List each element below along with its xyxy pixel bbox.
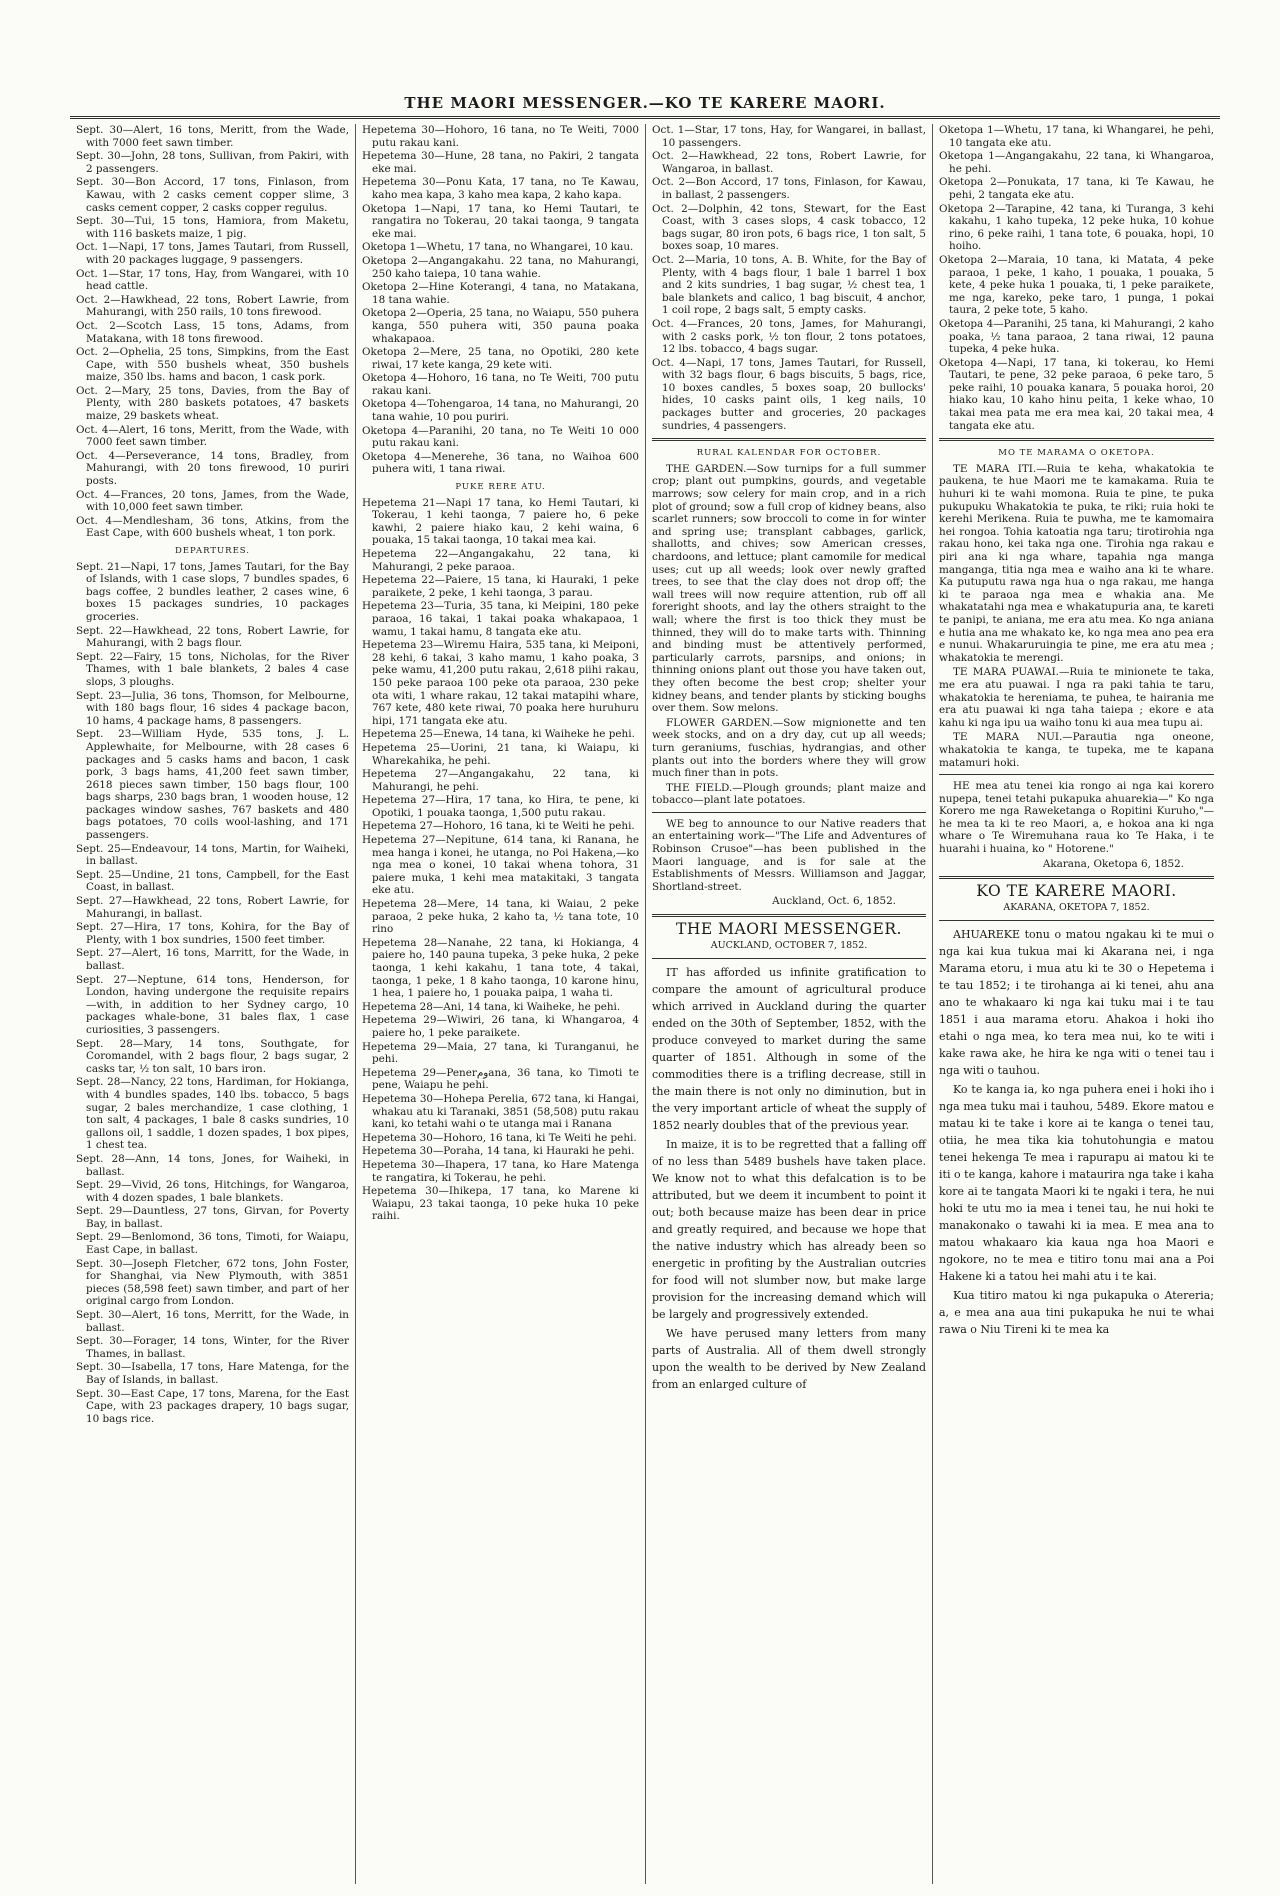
shipping-entry: Hepetema 30—Ponu Kata, 17 tana, no Te Kawau, kaho mea kapa, 3 kaho mea kapa, 2 kaho kapa. [362, 176, 639, 201]
column-english-editorial [646, 124, 933, 1884]
shipping-entry: Sept. 25—Endeavour, 14 tons, Martin, for Waiheki, in ballast. [76, 842, 349, 868]
kalendar-paragraph: THE FIELD.—Plough grounds; plant maize and tobacco—plant late potatoes. [652, 781, 926, 807]
shipping-entry: Sept. 25—Undine, 21 tons, Campbell, for the East Coast, in ballast. [76, 868, 349, 894]
article-paragraph: In maize, it is to be regretted that a falling off of no less than 5489 bushels have taken place. We know not to what this defalcation is to be attributed, but we deem it incumbent to point it out; both because maize has been dear in price and greatly required, and because we hope that the native industry which has already been so energetic in profiting by the Australian outcries for food will not slumber now, but make large provision for the increasing demand which will be largely and progressively extended. [652, 1138, 926, 1322]
notice-signature: Auckland, Oct. 6, 1852. [772, 895, 896, 908]
shipping-entry: Oct. 1—Napi, 17 tons, James Tautari, from Russell, with 20 packages luggage, 9 passengers. [76, 241, 349, 266]
shipping-entry: Hepetema 22—Angangakahu, 22 tana, ki Mahurangi, 2 peke paraoa. [362, 548, 639, 573]
shipping-entry: Oct. 2—Scotch Lass, 15 tons, Adams, from Matakana, with 18 tons firewood. [76, 319, 349, 345]
kalendar-paragraph: TE MARA PUAWAI.—Ruia te minionete te taka, me era atu puawai. I nga ra paki tahia te taru, whakatokia te hereniama, te puhea, te hairania me era atu puawai ki nga taha taiepa ; ekore e ata kahu ki nga ipu ua waiho tonu ki aua mea tupu ai. [939, 666, 1214, 729]
shipping-entry: Oct. 2—Ophelia, 25 tons, Simpkins, from the East Cape, with 550 bushels wheat, 350 bushels maize, 350 lbs. hams and bacon, 1 cask pork. [76, 346, 349, 384]
article-paragraph: AHUAREKE tonu o matou ngakau ki te mui o nga kai kua tukua mai ki Akarana nei, i nga Marama etoru, i mua atu ki te 30 o Hepetema i te tau 1852; i te tirohanga ai ki tenei, ahu ana ano te whakaaro ki nga kai tuku mai i te tau 1851 i aua marama etoru. Ahakoa i hoki iho etahi o nga mea, ko tera mea nui, ko te witi i kake rawa ake, he hira ke nga witi o tenei tau i nga witi o tauhou. [939, 928, 1214, 1078]
shipping-entry: Sept. 29—Dauntless, 27 tons, Girvan, for Poverty Bay, in ballast. [76, 1205, 349, 1230]
shipping-entry: Hepetema 30—Ihikepa, 17 tana, ko Marene ki Waiapu, 23 takai taonga, 10 peke huka 10 peke raihi. [362, 1185, 639, 1223]
shipping-entry: Hepetema 30—Poraha, 14 tana, ki Hauraki he pehi. [362, 1145, 635, 1158]
shipping-entry: Oct. 4—Frances, 20 tons, James, for Mahurangi, with 2 casks pork, ½ ton flour, 2 tons potatoes, 12 lbs. tobacco, 4 bags sugar. [652, 317, 926, 356]
shipping-entry: Oketopa 1—Whetu, 17 tana, no Whangarei, 10 kau. [362, 241, 634, 254]
shipping-entry: Oketopa 1—Napi, 17 tana, ko Hemi Tautari, te rangatira no Tokerau, 20 takai taonga, 9 tangata eke mai. [362, 202, 639, 240]
section-rule [939, 876, 1214, 879]
shipping-entry: Hepetema 28—Nanahe, 22 tana, ki Hokianga, 4 paiere ho, 140 pauna tupeka, 3 peke huka, 2 peke taonga, 1 kehi kakahu, 1 tana tote, 4 takai, taonga, 1 peke, 1 8 kaho taonga, 10 karone hinu, 1 hea, 1 paiere ho, 1 pouaka paipa, 1 waha ti. [362, 936, 639, 1000]
kalendar-paragraph: TE MARA NUI.—Parautia nga oneone, whakatokia te kanga, te tupeka, me te kapana matamuri hoki. [939, 731, 1214, 769]
shipping-entry: Hepetema 22—Paiere, 15 tana, ki Hauraki, 1 peke paraikete, 2 peke, 1 kehi taonga, 3 parau. [362, 574, 639, 599]
section-rule [652, 812, 926, 813]
section-rule [939, 920, 1214, 921]
shipping-entry: Oketopa 4—Napi, 17 tana, ki tokerau, ko Hemi Tautari, te pene, 32 peke paraoa, 6 peke taro, 5 peke raihi, 10 pouaka kanara, 5 pouaka horoi, 20 hiako kau, 10 kaho hinu peita, 1 keke whao, 10 takai mea pata me era mea kai, 20 takai mea, 4 tangata eke atu. [939, 356, 1214, 432]
section-rule [652, 914, 926, 917]
shipping-entry: Oct. 2—Bon Accord, 17 tons, Finlason, for Kawau, in ballast, 2 passengers. [652, 176, 926, 201]
shipping-entry: Oketopa 2—Hine Koterangi, 4 tana, no Matakana, 18 tana wahie. [362, 281, 639, 306]
shipping-entry: Oketopa 2—Mere, 25 tana, no Opotiki, 280 kete riwai, 17 kete kanga, 29 kete witi. [362, 346, 639, 371]
section-rule [652, 958, 926, 959]
rural-kalendar-text [652, 463, 926, 807]
shipping-entry: Sept. 30—Forager, 14 tons, Winter, for the River Thames, in ballast. [76, 1335, 349, 1360]
arrivals-list [939, 124, 1214, 432]
top-rule [70, 116, 1220, 119]
shipping-entry: Hepetema 30—Hohepa Perelia, 672 tana, ki Hangai, whakau atu ki Taranaki, 3851 (58,508) putu rakau kani, ko tetahi wahi o te utanga mai i Ranana [362, 1092, 639, 1131]
shipping-entry: Oct. 4—Napi, 17 tons, James Tautari, for Russell, with 32 bags flour, 6 bags biscuits, 5 bags, rice, 10 boxes candles, 5 boxes soap, 20 bullocks' hides, 10 casks paint oils, 1 keg nails, 10 packages butter and groceries, 20 packages sundries, 4 passengers. [652, 356, 926, 432]
marama-text [939, 463, 1214, 769]
departures-heading: DEPARTURES. [174, 546, 250, 556]
departures-list [362, 497, 639, 1223]
shipping-entry: Oct. 4—Perseverance, 14 tons, Bradley, from Mahurangi, with 20 tons firewood, 10 puriri posts. [76, 449, 349, 488]
shipping-entry: Oct. 4—Frances, 20 tons, James, from the Wade, with 10,000 feet sawn timber. [76, 488, 349, 514]
shipping-entry: Oct. 1—Star, 17 tons, Hay, for Wangarei, in ballast, 10 passengers. [652, 124, 926, 149]
kalendar-paragraph: FLOWER GARDEN.—Sow mignionette and ten week stocks, and on a dry day, cut up all weeds; turn geraniums, fuschias, hydrangias, and other plants out into the borders where they will grow much finer than in pots. [652, 716, 926, 780]
shipping-entry: Sept. 28—Ann, 14 tons, Jones, for Waiheki, in ballast. [76, 1152, 349, 1178]
masthead: THE MAORI MESSENGER. [676, 920, 902, 939]
shipping-entry: Oketopa 4—Menerehe, 36 tana, no Waihoa 600 puhera witi, 1 tana riwai. [362, 450, 639, 476]
shipping-entry: Sept. 22—Fairy, 15 tons, Nicholas, for the River Thames, with 1 bale blankets, 2 bales 4 case slops, 3 ploughs. [76, 650, 349, 688]
section-rule [652, 438, 926, 441]
columns [70, 124, 1220, 1884]
shipping-entry: Hepetema 30—Hohoro, 16 tana, ki Te Weiti he pehi. [362, 1131, 637, 1144]
section-rule [939, 774, 1214, 775]
rural-kalendar-heading: RURAL KALENDAR FOR OCTOBER. [696, 448, 882, 459]
column-english-shipping [70, 124, 356, 1884]
shipping-entry: Hepetema 30—Hohoro, 16 tana, no Te Weiti, 7000 putu rakau kani. [362, 124, 639, 149]
shipping-entry: Sept. 23—William Hyde, 535 tons, J. L. Applewhaite, for Melbourne, with 28 cases 6 packages and 5 casks hams and bacon, 1 cask pork, 3 bags hams, 41,200 feet sawn timber, 2618 pieces sawn timber, 150 bags flour, 100 bags sharps, 230 bags bran, 1 wooden house, 12 packages window sashes, 767 baskets and 480 bags potatoes, 70 coils wool-lashing, and 171 passengers. [76, 728, 349, 842]
shipping-entry: Oketopa 4—Paranihi, 25 tana, ki Mahurangi, 2 kaho poaka, ½ tana paraoa, 2 tana riwai, 12 pauna tupeka, 4 peke huka. [939, 317, 1214, 356]
section-rule [939, 438, 1214, 441]
column-maori-shipping [356, 124, 646, 1884]
shipping-entry: Hepetema 28—Ani, 14 tana, ki Waiheke, he pehi. [362, 1000, 621, 1013]
shipping-entry: Oketopa 2—Maraia, 10 tana, ki Matata, 4 peke paraoa, 1 peke, 1 kaho, 1 pouaka, 1 pouaka, 5 kete, 4 peke huka 1 pouaka, ti, 1 peke paraikete, me nga, kareko, peke taro, 1 punga, 1 pokai taura, 2 peke tote, 5 kaho. [939, 253, 1214, 317]
article-paragraph: Kua titiro matou ki nga pukapuka o Atereria; a, e mea ana aua tini pukapuka he nui te whai rawa o Niu Tireni ki te mea ka [939, 1289, 1214, 1337]
shipping-entry: Oketopa 1—Angangakahu, 22 tana, ki Whangaroa, he pehi. [939, 150, 1214, 175]
shipping-entry: Sept. 27—Hira, 17 tons, Kohira, for the Bay of Plenty, with 1 box sundries, 1500 feet timber. [76, 921, 349, 946]
masthead: KO TE KARERE MAORI. [976, 882, 1177, 901]
arrivals-list [76, 124, 349, 540]
article-paragraph: We have perused many letters from many parts of Australia. All of them dwell strongly upon the wealth to be derived by New Zealand from an enlarged culture of [652, 1327, 926, 1392]
shipping-entry: Sept. 30—Joseph Fletcher, 672 tons, John Foster, for Shanghai, via New Plymouth, with 3851 pieces (58,598 feet) sawn timber, and part of her original cargo from London. [76, 1257, 349, 1308]
shipping-entry: Hepetema 25—Enewa, 14 tana, ki Waiheke he pehi. [362, 728, 635, 741]
shipping-entry: Hepetema 28—Mere, 14 tana, ki Waiau, 2 peke paraoa, 2 peke huka, 2 kaho ta, ½ tana tote, 10 rino [362, 898, 639, 936]
arrivals-list [362, 124, 639, 476]
shipping-entry: Sept. 30—Alert, 16 tons, Merritt, for the Wade, in ballast. [76, 1309, 349, 1334]
arrivals-list [652, 124, 926, 432]
shipping-entry: Oct. 2—Mary, 25 tons, Davies, from the Bay of Plenty, with 280 baskets potatoes, 47 baskets maize, 29 baskets wheat. [76, 384, 349, 423]
dateline: AUCKLAND, OCTOBER 7, 1852. [710, 939, 868, 951]
shipping-entry: Oketopa 2—Operia, 25 tana, no Waiapu, 550 puhera kanga, 550 puhera witi, 350 pauna poaka whakapaoa. [362, 307, 639, 345]
shipping-entry: Oketopa 2—Ponukata, 17 tana, ki Te Kawau, he pehi, 2 tangata eke atu. [939, 176, 1214, 201]
shipping-entry: Hepetema 29—Penerومana, 36 tana, ko Timoti te pene, Waiapu he pehi. [362, 1066, 640, 1092]
shipping-entry: Sept. 30—Alert, 16 tons, Meritt, from the Wade, with 7000 feet sawn timber. [76, 124, 349, 149]
marama-heading: MO TE MARAMA O OKETOPA. [998, 448, 1155, 459]
shipping-entry: Oct. 2—Dolphin, 42 tons, Stewart, for the East Coast, with 3 cases slops, 4 cask tobacco, 12 bags sugar, 80 iron pots, 6 bags rice, 1 ton salt, 5 boxes soap, 10 mares. [652, 202, 926, 253]
shipping-entry: Sept. 30—Bon Accord, 17 tons, Finlason, from Kawau, with 2 casks cement copper slime, 3 casks cement copper, 2 casks copper regulus. [76, 176, 349, 214]
shipping-entry: Sept. 21—Napi, 17 tons, James Tautari, for the Bay of Islands, with 1 case slops, 7 bundles spades, 6 bags coffee, 2 bundles leather, 2 cases wine, 6 boxes 15 packages sundries, 10 packages groceries. [76, 560, 349, 623]
shipping-entry: Sept. 30—Tui, 15 tons, Hamiora, from Maketu, with 116 baskets maize, 1 pig. [76, 215, 349, 240]
editorial-article [652, 964, 926, 1393]
shipping-entry: Oct. 2—Hawkhead, 22 tons, Robert Lawrie, from Mahurangi, with 250 rails, 10 tons firewood. [76, 293, 349, 319]
departures-heading: PUKE RERE ATU. [455, 482, 546, 493]
article-paragraph: Ko te kanga ia, ko nga puhera enei i hoki iho i nga mea tuku mai i tauhou, 5489. Ekore matou e matau ki te take i kore ai te kanga o tenei tau, otiia, he mea tika kia tohutohungia e matou tenei hekenga Te mea i rapurapu ai matou ki te iti o te kanga, kahore i mataurira nga take i kaha kore ai te tangata Maori ki te ngaki i tera, he nui hoki te utu mo ia mea i tenei tau, he nui hoki te manakonako o tawahi ki ia mea. E mea ana to matou whakaaro kia kaua nga hoa Maori e ngokore, no te mea e titiro tonu mai ana a Poi Hakene ki a tatou hei mahi atu i te kai. [939, 1083, 1214, 1284]
departures-list [76, 561, 349, 1426]
shipping-entry: Hepetema 29—Wiwiri, 26 tana, ki Whangaroa, 4 paiere ho, 1 peke paraikete. [362, 1014, 639, 1039]
shipping-entry: Sept. 29—Vivid, 26 tons, Hitchings, for Wangaroa, with 4 dozen spades, 1 bale blankets. [76, 1179, 349, 1204]
column-maori-editorial [933, 124, 1220, 1884]
shipping-entry: Hepetema 27—Hohoro, 16 tana, ki te Weiti he pehi. [362, 820, 635, 833]
shipping-entry: Hepetema 27—Hira, 17 tana, ko Hira, te pene, ki Opotiki, 1 pouaka taonga, 1,500 putu rakau. [362, 794, 639, 819]
shipping-entry: Oketopa 4—Paranihi, 20 tana, no Te Weiti 10 000 putu rakau kani. [362, 424, 639, 450]
editorial-article [939, 926, 1214, 1338]
shipping-entry: Hepetema 29—Maia, 27 tana, ki Turanganui, he pehi. [362, 1040, 639, 1066]
shipping-entry: Hepetema 21—Napi 17 tana, ko Hemi Tautari, ki Tokerau, 1 kehi taonga, 7 paiere ho, 6 peke kawhi, 2 paiere hiako kau, 2 kehi waina, 6 pouaka, 15 takai taonga, 10 takai mea kai. [362, 496, 639, 547]
shipping-entry: Hepetema 27—Angangakahu, 22 tana, ki Mahurangi, he pehi. [362, 768, 639, 793]
shipping-entry: Oketopa 2—Angangakahu. 22 tana, no Mahurangi, 250 kaho taiepa, 10 tana wahie. [362, 254, 639, 280]
shipping-entry: Sept. 27—Neptune, 614 tons, Henderson, for London, having undergone the requisite repairs—with, in addition to her Sydney cargo, 10 packages whale-bone, 31 bales flax, 1 case curiosities, 3 passengers. [76, 973, 349, 1036]
shipping-entry: Oketopa 2—Tarapine, 42 tana, ki Turanga, 3 kehi kakahu, 1 kaho tupeka, 12 peke huka, 10 kohue rino, 6 peke raihi, 1 tana tote, 6 pouaka, hopi, 10 hoiho. [939, 202, 1214, 253]
shipping-entry: Sept. 27—Alert, 16 tons, Marritt, for the Wade, in ballast. [76, 947, 349, 972]
dateline: AKARANA, OKETOPA 7, 1852. [1003, 901, 1150, 913]
shipping-entry: Oct. 4—Alert, 16 tons, Meritt, from the Wade, with 7000 feet sawn timber. [76, 423, 349, 449]
shipping-entry: Oketopa 4—Tohengaroa, 14 tana, no Mahurangi, 20 tana wahie, 10 pou puriri. [362, 398, 639, 424]
shipping-entry: Sept. 29—Benlomond, 36 tons, Timoti, for Waiapu, East Cape, in ballast. [76, 1231, 349, 1257]
shipping-entry: Sept. 28—Mary, 14 tons, Southgate, for Coromandel, with 2 bags flour, 2 bags sugar, 2 casks tar, ½ ton salt, 10 bars iron. [76, 1037, 349, 1075]
shipping-entry: Sept. 30—John, 28 tons, Sullivan, from Pakiri, with 2 passengers. [76, 150, 349, 175]
shipping-entry: Sept. 27—Hawkhead, 22 tons, Robert Lawrie, for Mahurangi, in ballast. [76, 895, 349, 920]
shipping-entry: Sept. 28—Nancy, 22 tons, Hardiman, for Hokianga, with 4 bundles spades, 140 lbs. tobacco, 5 bags sugar, 2 bales merchandize, 1 case clothing, 1 ton salt, 4 packages, 1 bale 8 casks sundries, 10 gallons oil, 1 saddle, 1 dozen spades, 1 box pipes, 1 chest tea. [76, 1076, 349, 1152]
shipping-entry: Oct. 4—Mendlesham, 36 tons, Atkins, from the East Cape, with 600 bushels wheat, 1 ton pork. [76, 514, 349, 540]
shipping-entry: Oketopa 4—Hohoro, 16 tana, no Te Weiti, 700 putu rakau kani. [362, 372, 639, 397]
shipping-entry: Hepetema 27—Nepitune, 614 tana, ki Ranana, he mea hanga i konei, he utanga, no Poi Hakena,—ko nga mea o konei, 10 takai whena tohora, 31 paiere muka, 1 kehi mea matakitaki, 3 tangata eke atu. [362, 834, 639, 897]
shipping-entry: Sept. 23—Julia, 36 tons, Thomson, for Melbourne, with 180 bags flour, 16 sides 4 package bacon, 10 hams, 4 package hams, 8 passengers. [76, 689, 349, 727]
shipping-entry: Oketopa 1—Whetu, 17 tana, ki Whangarei, he pehi, 10 tangata eke atu. [939, 124, 1214, 149]
kalendar-paragraph: THE GARDEN.—Sow turnips for a full summer crop; plant out pumpkins, gourds, and vegetable marrows; sow celery for main crop, and in a rich plot of ground; sow a full crop of kidney beans, also scarlet runners; sow broccoli to come in for winter and spring use; transplant cabbages, garlick, shallotts, and chives; sow American cresses, chardoons, and lettuce; plant camomile for medical uses; cut up all weeds; look over newly grafted trees, to see that the clay does not drop off; the wall trees will now require attention, rub off all foreright shoots, and lay the others straight to the wall; where the first is too thick they must be thinned, they will do to make tarts with. Thinning and binding must be attentively performed, particularly carrots, parsnips, and onions; in thinning onions plant out those you have taken out, they often become the best crop; shelter your kidney beans, and tender plants by sticking boughs over them. Sow melons. [652, 462, 926, 715]
shipping-entry: Oct. 2—Hawkhead, 22 tons, Robert Lawrie, for Wangaroa, in ballast. [652, 150, 926, 175]
shipping-entry: Hepetema 23—Turia, 35 tana, ki Meipini, 180 peke paraoa, 16 takai, 1 takai poaka whakapaoa, 1 wamu, 1 takai hamu, 8 tangata eke atu. [362, 600, 639, 638]
shipping-entry: Sept. 30—East Cape, 17 tons, Marena, for the East Cape, with 23 packages drapery, 10 bags sugar, 10 bags rice. [76, 1387, 349, 1425]
shipping-entry: Oct. 1—Star, 17 tons, Hay, from Wangarei, with 10 head cattle. [76, 267, 349, 293]
crusoe-notice: WE beg to announce to our Native readers that an entertaining work—"The Life and Adventures of Robinson Crusoe"—has been published in the Maori language, and is for sale at the Establishments of Messrs. Williamson and Jaggar, Shortland-street. [652, 817, 926, 893]
shipping-entry: Hepetema 25—Uorini, 21 tana, ki Waiapu, ki Wharekahika, he pehi. [362, 741, 639, 767]
running-head: THE MAORI MESSENGER.—KO TE KARERE MAORI. [404, 94, 886, 112]
kalendar-paragraph: TE MARA ITI.—Ruia te keha, whakatokia te paukena, te hue Maori me te kamakama. Ruia te huhuri ki te wahi momona. Ruia te pine, te puka pukupuku Whakatokia te puka, te riki; ruia hoki te kerehi Merikena. Ruia te puwha, me te kamomaira hei rongoa. Tohia katoatia nga taru; tirotirohia nga rakau hono, kei taka nga one. Tirohia nga rakau e piri ana ki nga whare, tapahia nga manga manganga, titia nga mea e waiho ana ki te whare. Ka putuputu rawa nga hua o nga rakau, me hanga ki te paraoa nga mea e whakia ana. Me whakatatahi nga mea e whakatupuria ana, te kareti te panipi, te aniana, me era atu mea. Ko nga aniana e hutia ana me whakato ke, ko nga mea ano pea era e nunui. Whakaruruingia te pine, me era atu mea ; whakatokia te merengi. [939, 462, 1214, 664]
crusoe-notice: HE mea atu tenei kia rongo ai nga kai korero nupepa, tenei tetahi pukapuka ahuarekia—" Ko nga Korero me nga Raweketanga o Ropitini Kuruho,"—he mea ta ki te reo Maori, a, e hokoa ana ki nga whare o Te Wiremuhana raua ko Te Haka, i te huarahi i huaina, ko " Hotorene." [939, 780, 1214, 856]
shipping-entry: Hepetema 30—Hune, 28 tana, no Pakiri, 2 tangata eke mai. [362, 150, 639, 175]
article-paragraph: IT has afforded us infinite gratification to compare the amount of agricultural produce which arrived in Auckland during the quarter ended on the 30th of September, 1852, with the produce conveyed to market during the same quarter of 1851. Although in some of the commodities there is a trifling decrease, still in the main there is not only no diminution, but in the very important article of wheat the supply of 1852 nearly doubles that of the previous year. [652, 966, 926, 1133]
shipping-entry: Hepetema 30—Ihapera, 17 tana, ko Hare Matenga te rangatira, ki Tokerau, he pehi. [362, 1158, 639, 1184]
shipping-entry: Hepetema 23—Wiremu Haira, 535 tana, ki Meiponi, 28 kehi, 6 takai, 3 kaho mamu, 1 kaho poaka, 3 peke wamu, 41,200 putu rakau, 2,618 piihi rakau, 150 peke paraoa 100 peke ota paraoa, 230 peke ota witi, 1 whare rakau, 12 takai matapihi whare, 767 kete, 480 kete riwai, 70 poaka here huruhuru hipi, 171 tangata eke atu. [362, 639, 639, 727]
shipping-entry: Sept. 30—Isabella, 17 tons, Hare Matenga, for the Bay of Islands, in ballast. [76, 1361, 349, 1386]
shipping-entry: Sept. 22—Hawkhead, 22 tons, Robert Lawrie, for Mahurangi, with 2 bags flour. [76, 624, 349, 650]
shipping-entry: Oct. 2—Maria, 10 tons, A. B. White, for the Bay of Plenty, with 4 bags flour, 1 bale 1 barrel 1 box and 2 kits sundries, 1 bag sugar, ½ chest tea, 1 bale blankets and calico, 1 bag biscuit, 4 anchor, 1 coil rope, 2 bags salt, 5 empty casks. [652, 253, 926, 317]
notice-signature: Akarana, Oketopa 6, 1852. [1042, 857, 1184, 870]
